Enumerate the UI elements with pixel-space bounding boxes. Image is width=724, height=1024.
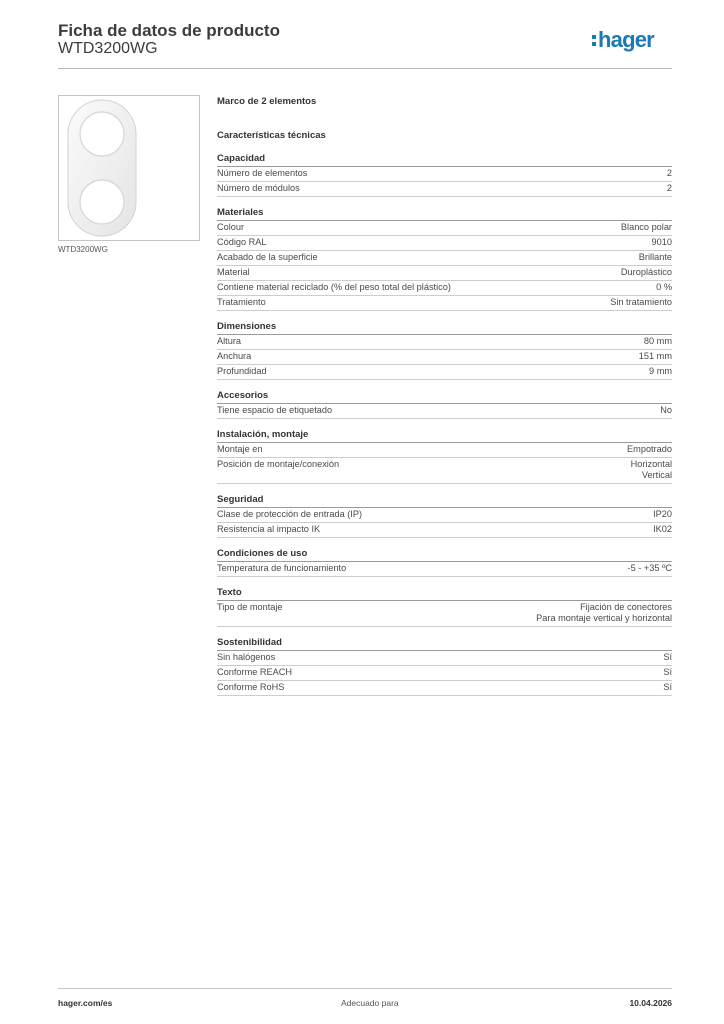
spec-value: No [660,405,672,415]
spec-value: -5 - +35 ºC [627,563,672,573]
spec-label: Anchura [217,351,252,361]
spec-row [217,651,672,666]
spec-row [217,350,672,365]
footer-website: hager.com/es [58,998,113,1008]
spec-row [217,236,672,251]
logo-text: hager [598,27,654,52]
logo-dots-icon [592,35,596,46]
spec-label: Clase de protección de entrada (IP) [217,509,363,519]
spec-value: 80 mm [643,336,672,346]
spec-label: Sin halógenos [217,652,276,662]
spec-label: Posición de montaje/conexión [217,459,340,469]
spec-label: Tratamiento [217,297,266,307]
spec-row [217,458,672,484]
spec-label: Tipo de montaje [217,602,283,612]
spec-row [217,666,672,681]
spec-value: 0 % [656,282,672,292]
section-title: Dimensiones [217,321,672,335]
spec-section [217,494,672,538]
product-image-caption: WTD3200WG [58,245,108,254]
spec-section [217,390,672,419]
spec-value: Sin tratamiento [610,297,672,307]
section-title: Seguridad [217,494,672,508]
product-reference: WTD3200WG [58,40,158,57]
spec-section [217,207,672,311]
section-title: Instalación, montaje [217,429,672,443]
spec-label: Colour [217,222,245,232]
spec-row [217,251,672,266]
spec-value: Fijación de conectores Para montaje vertical y horizontal [536,602,672,623]
spec-row [217,562,672,577]
spec-label: Temperatura de funcionamiento [217,563,347,573]
spec-section [217,321,672,380]
spec-row [217,335,672,350]
section-title: Materiales [217,207,672,221]
spec-row [217,443,672,458]
spec-row [217,221,672,236]
section-title: Texto [217,587,672,601]
spec-value: 2 [666,183,672,193]
spec-label: Contiene material reciclado (% del peso total del plástico) [217,282,451,292]
spec-section [217,548,672,577]
spec-value: Sí [663,682,672,692]
spec-row [217,601,672,627]
spec-label: Tiene espacio de etiquetado [217,405,333,415]
spec-label: Conforme REACH [217,667,293,677]
header-divider [58,68,672,69]
spec-value: 9 mm [649,366,672,376]
spec-value: 9010 [651,237,672,247]
spec-label: Profundidad [217,366,267,376]
spec-section [217,587,672,627]
page-title: Ficha de datos de producto [58,21,280,40]
spec-value: 2 [666,168,672,178]
spec-section [217,153,672,197]
spec-label: Altura [217,336,242,346]
spec-section [217,637,672,696]
spec-row [217,167,672,182]
spec-label: Número de módulos [217,183,300,193]
spec-row [217,523,672,538]
spec-row [217,365,672,380]
spec-label: Resistencia al impacto IK [217,524,321,534]
spec-value: Sí [663,667,672,677]
section-title: Accesorios [217,390,672,404]
product-name: Marco de 2 elementos [217,96,317,107]
footer-suitable-for: Adecuado para [341,998,399,1008]
spec-value: Sí [663,652,672,662]
spec-row [217,404,672,419]
footer-divider [58,988,672,989]
spec-value: Duroplástico [620,267,672,277]
spec-value: 151 mm [638,351,672,361]
spec-row [217,266,672,281]
spec-value: IP20 [653,509,672,519]
spec-value: Blanco polar [620,222,672,232]
spec-row [217,508,672,523]
spec-row [217,182,672,197]
spec-row [217,681,672,696]
spec-section [217,429,672,484]
spec-value: Empotrado [627,444,672,454]
spec-row [217,296,672,311]
section-title: Sostenibilidad [217,637,672,651]
characteristics-heading: Características técnicas [217,130,326,141]
spec-label: Número de elementos [217,168,308,178]
spec-sections [217,153,672,696]
spec-label: Montaje en [217,444,263,454]
spec-label: Código RAL [217,237,267,247]
spec-row [217,281,672,296]
spec-label: Acabado de la superficie [217,252,318,262]
product-image [58,95,200,241]
double-frame-icon [59,96,199,240]
hager-logo [592,29,654,51]
specifications [217,95,672,696]
spec-value: IK02 [653,524,672,534]
footer-date: 10.04.2026 [629,998,672,1008]
section-title: Capacidad [217,153,672,167]
spec-value: Horizontal Vertical [630,459,672,480]
spec-label: Material [217,267,250,277]
section-title: Condiciones de uso [217,548,672,562]
spec-value: Brillante [638,252,672,262]
spec-label: Conforme RoHS [217,682,285,692]
